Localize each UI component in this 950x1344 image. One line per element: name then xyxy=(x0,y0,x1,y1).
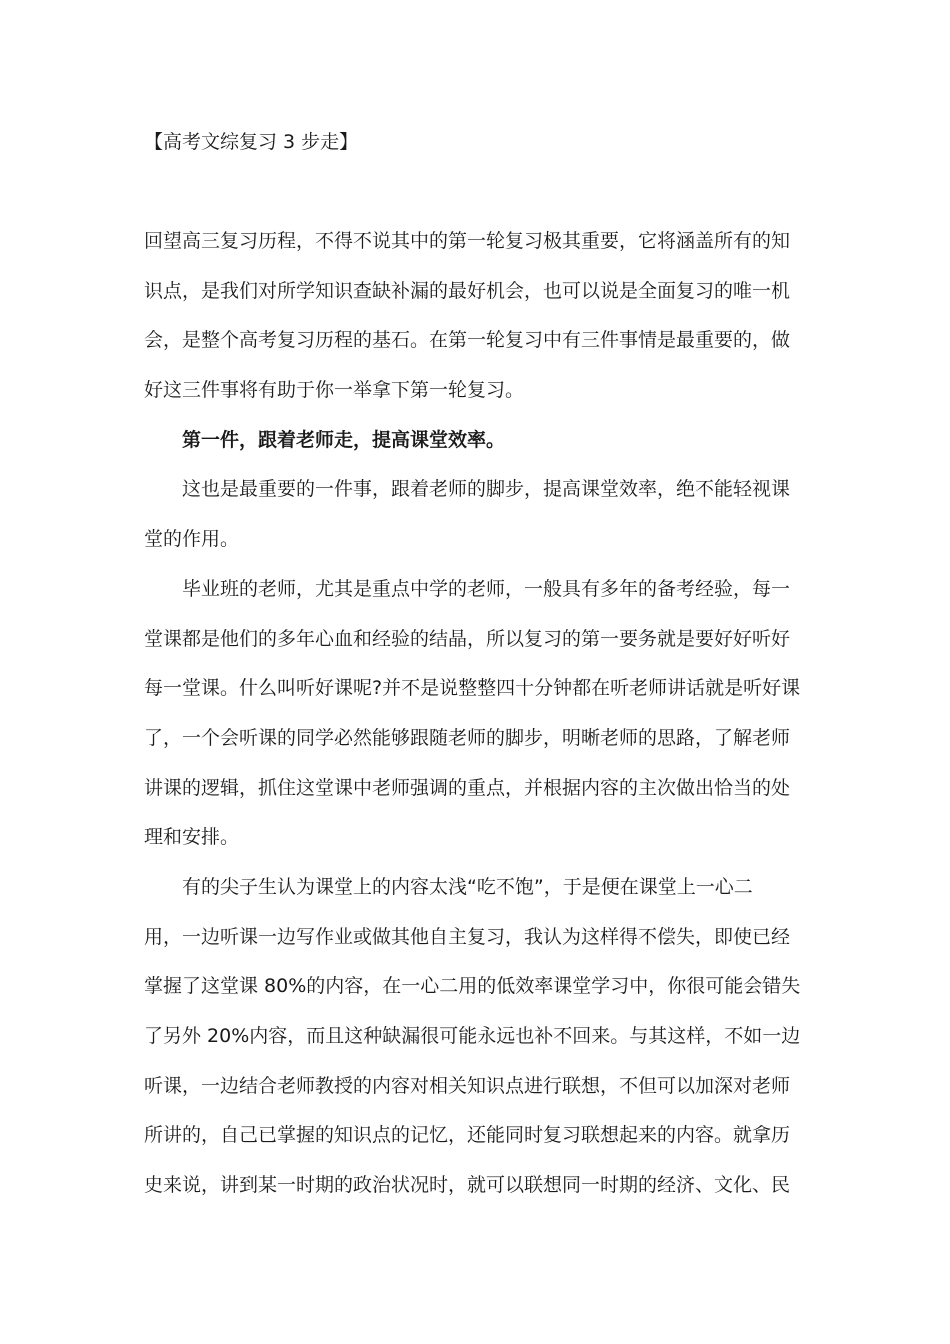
paragraph-line: 讲课的逻辑，抓住这堂课中老师强调的重点，并根据内容的主次做出恰当的处 xyxy=(144,776,791,799)
document-body xyxy=(144,225,808,1219)
paragraph-line: 好这三件事将有助于你一举拿下第一轮复习。 xyxy=(144,379,525,402)
paragraph-line: 回望高三复习历程，不得不说其中的第一轮复习极其重要，它将涵盖所有的知 xyxy=(144,230,791,252)
paragraph-line: 了，一个会听课的同学必然能够跟随老师的脚步，明晰老师的思路，了解老师 xyxy=(144,726,791,749)
paragraph-line: 会，是整个高考复习历程的基石。在第一轮复习中有三件事情是最重要的，做 xyxy=(144,329,791,352)
document-title: 【高考文综复习 3 步走】 xyxy=(144,131,359,153)
paragraph-line: 每一堂课。什么叫听好课呢?并不是说整整四十分钟都在听老师讲话就是听好课 xyxy=(144,677,801,700)
section-heading: 第一件，跟着老师走，提高课堂效率。 xyxy=(182,428,506,451)
paragraph-line: 毕业班的老师，尤其是重点中学的老师，一般具有多年的备考经验，每一 xyxy=(182,577,791,600)
paragraph-line: 识点，是我们对所学知识查缺补漏的最好机会，也可以说是全面复习的唯一机 xyxy=(144,279,791,302)
paragraph-line: 听课，一边结合老师教授的内容对相关知识点进行联想，不但可以加深对老师 xyxy=(144,1074,791,1097)
paragraph-line: 掌握了这堂课 80%的内容，在一心二用的低效率课堂学习中，你很可能会错失 xyxy=(144,975,801,998)
paragraph-line: 堂的作用。 xyxy=(144,528,240,551)
paragraph-line: 堂课都是他们的多年心血和经验的结晶，所以复习的第一要务就是要好好听好 xyxy=(144,627,791,650)
paragraph-line: 理和安排。 xyxy=(144,826,240,849)
paragraph-line: 这也是最重要的一件事，跟着老师的脚步，提高课堂效率，绝不能轻视课 xyxy=(182,478,791,501)
paragraph-line: 了另外 20%内容，而且这种缺漏很可能永远也补不回来。与其这样，不如一边 xyxy=(144,1025,801,1047)
paragraph-line: 史来说，讲到某一时期的政治状况时，就可以联想同一时期的经济、文化、民 xyxy=(144,1174,791,1197)
paragraph-line: 有的尖子生认为课堂上的内容太浅“吃不饱”，于是便在课堂上一心二 xyxy=(182,875,753,898)
paragraph-line: 所讲的，自己已掌握的知识点的记忆，还能同时复习联想起来的内容。就拿历 xyxy=(144,1124,791,1147)
paragraph-line: 用，一边听课一边写作业或做其他自主复习，我认为这样得不偿失，即使已经 xyxy=(144,925,791,948)
